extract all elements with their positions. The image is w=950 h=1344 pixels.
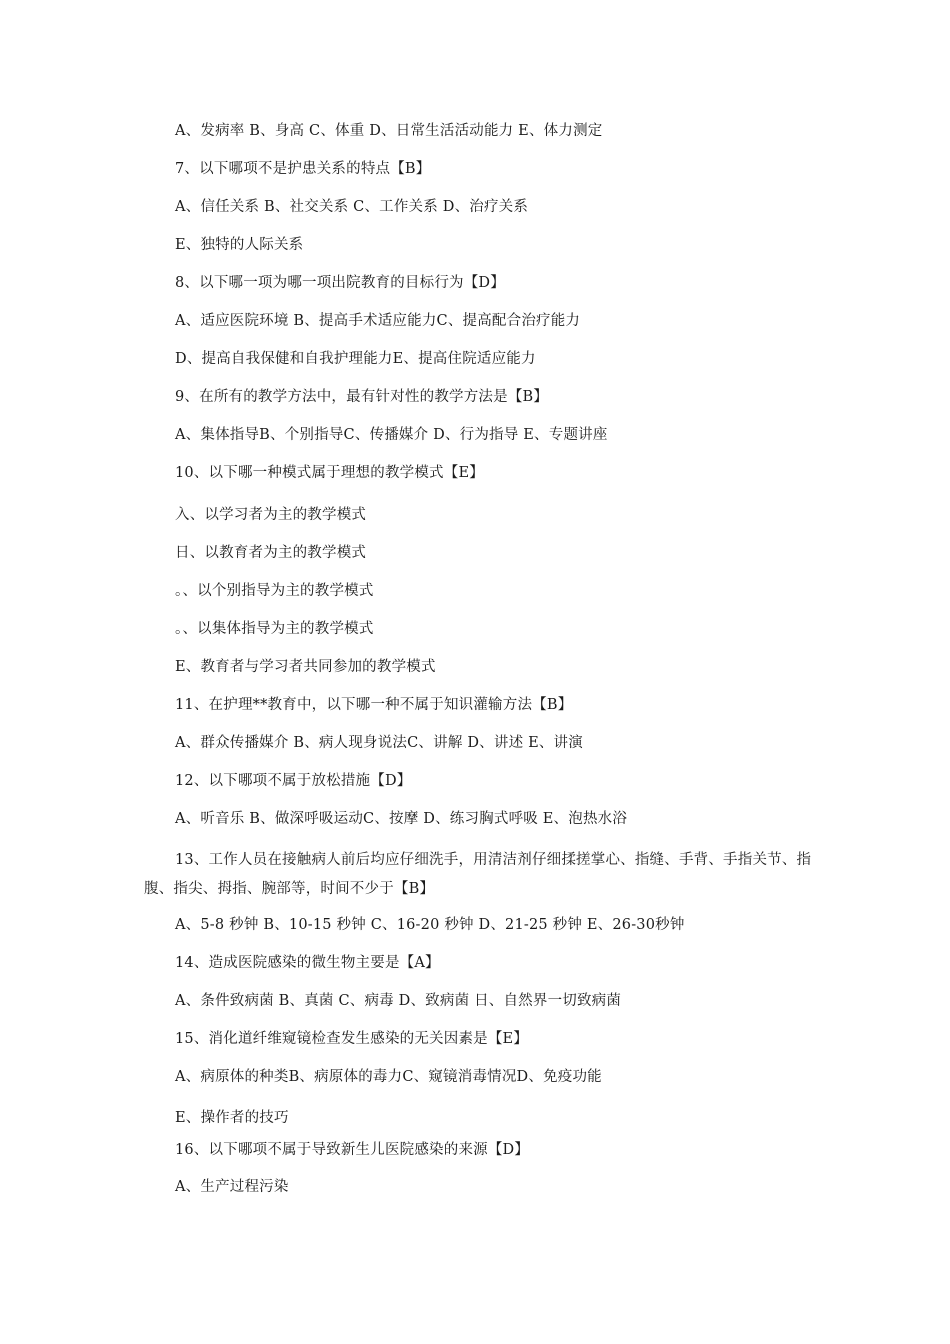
q6-options: A、发病率 B、身高 C、体重 D、日常生活活动能力 E、体力测定 [175, 123, 603, 139]
q10-option-a: 入、以学习者为主的教学模式 [175, 507, 367, 523]
q11-options: A、群众传播媒介 B、病人现身说法C、讲解 D、讲述 E、讲演 [175, 735, 583, 751]
q9-question: 9、在所有的教学方法中，最有针对性的教学方法是【B】 [175, 389, 549, 405]
q15-options-a-d: A、病原体的种类B、病原体的毒力C、窥镜消毒情况D、免疫功能 [175, 1069, 602, 1085]
q12-question: 12、以下哪项不属于放松措施【D】 [175, 773, 412, 789]
q8-options-a-c: A、适应医院环境 B、提高手术适应能力C、提高配合治疗能力 [175, 313, 581, 329]
q13-options: A、5-8 秒钟 B、10-15 秒钟 C、16-20 秒钟 D、21-25 秒钟 E、26-30秒钟 [175, 917, 685, 933]
q10-option-e: E、教育者与学习者共同参加的教学模式 [175, 659, 436, 675]
q10-question: 10、以下哪一种模式属于理想的教学模式【E】 [175, 465, 484, 481]
q15-option-e: E、操作者的技巧 [175, 1110, 289, 1126]
q7-options-a-d: A、信任关系 B、社交关系 C、工作关系 D、治疗关系 [175, 199, 529, 215]
q11-question: 11、在护理**教育中，以下哪一种不属于知识灌输方法【B】 [175, 697, 573, 713]
q10-option-c: 。、以个别指导为主的教学模式 [175, 583, 374, 599]
q7-option-e: E、独特的人际关系 [175, 237, 304, 253]
q14-options: A、条件致病菌 B、真菌 C、病毒 D、致病菌 日、自然界一切致病菌 [175, 993, 622, 1009]
q16-question: 16、以下哪项不属于导致新生儿医院感染的来源【D】 [175, 1142, 530, 1158]
q8-options-d-e: D、提高自我保健和自我护理能力E、提高住院适应能力 [175, 351, 536, 367]
q10-option-d: 。、以集体指导为主的教学模式 [175, 621, 374, 637]
q12-options: A、听音乐 B、做深呼吸运动C、按摩 D、练习胸式呼吸 E、泡热水浴 [175, 811, 628, 827]
q9-options: A、集体指导B、个别指导C、传播媒介 D、行为指导 E、专题讲座 [175, 427, 608, 443]
q16-option-a: A、生产过程污染 [175, 1179, 289, 1195]
q7-question: 7、以下哪项不是护患关系的特点【B】 [175, 161, 431, 177]
q15-question: 15、消化道纤维窥镜检查发生感染的无关因素是【E】 [175, 1031, 529, 1047]
q14-question: 14、造成医院感染的微生物主要是【A】 [175, 955, 440, 971]
q8-question: 8、以下哪一项为哪一项出院教育的目标行为【D】 [175, 275, 505, 291]
q13-question: 13、工作人员在接触病人前后均应仔细洗手，用清洁剂仔细揉搓掌心、指缝、手背、手指关节、指腹、指尖、拇指、腕部等，时间不少于【B】 [144, 852, 812, 897]
q10-option-b: 日、以教育者为主的教学模式 [175, 545, 367, 561]
